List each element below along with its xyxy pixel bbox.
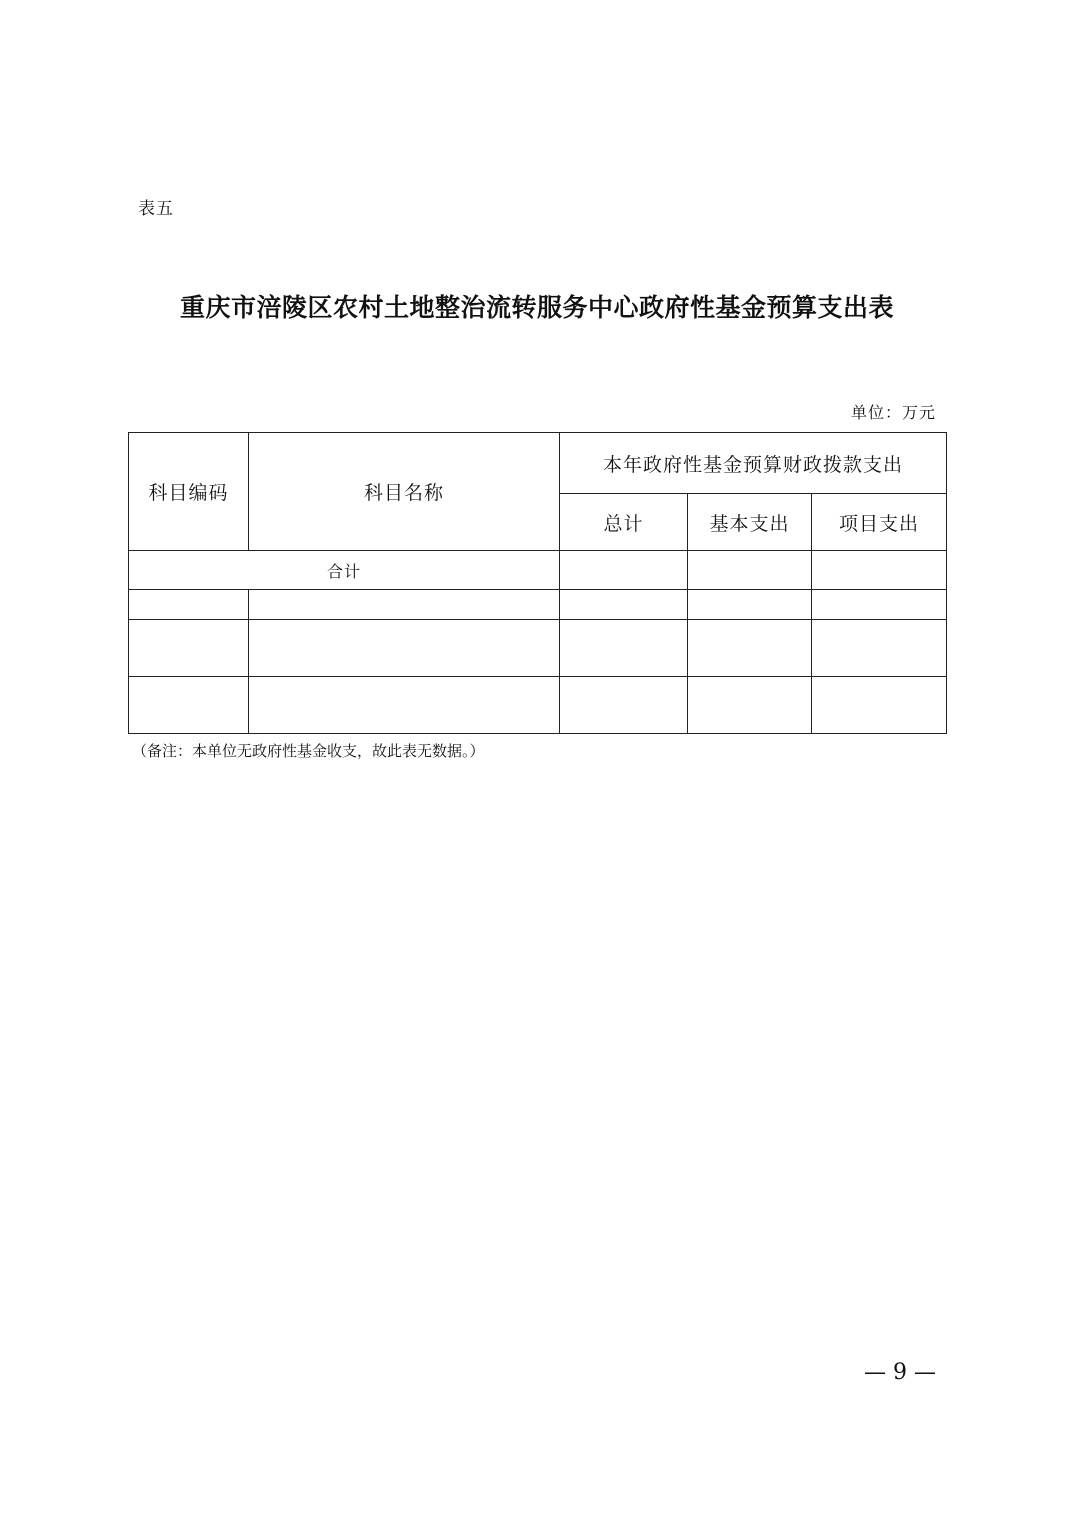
col-header-group: 本年政府性基金预算财政拨款支出 (560, 433, 947, 494)
total-basic-cell (688, 551, 812, 590)
table-row (129, 590, 947, 620)
unit-label: 单位：万元 (850, 403, 936, 422)
col-header-total: 总计 (560, 494, 688, 551)
col-header-basic: 基本支出 (688, 494, 812, 551)
table-cell (249, 620, 560, 677)
table-cell (812, 590, 947, 620)
total-label: 合计 (129, 551, 560, 590)
table-cell (688, 677, 812, 734)
table-cell (560, 677, 688, 734)
table-cell (688, 620, 812, 677)
document-title: 重庆市涪陵区农村土地整治流转服务中心政府性基金预算支出表 (179, 293, 894, 322)
table-cell (129, 620, 249, 677)
table-row (129, 677, 947, 734)
table-cell (812, 620, 947, 677)
table-cell (129, 677, 249, 734)
col-header-code: 科目编码 (129, 433, 249, 551)
table-cell (249, 677, 560, 734)
col-header-name: 科目名称 (249, 433, 560, 551)
table-cell (249, 590, 560, 620)
col-header-project: 项目支出 (812, 494, 947, 551)
budget-table (128, 432, 947, 734)
table-cell (688, 590, 812, 620)
table-note: （备注：本单位无政府性基金收支，故此表无数据。） (132, 742, 485, 760)
table-cell (812, 677, 947, 734)
table-label: 表五 (138, 199, 174, 219)
table-cell (560, 620, 688, 677)
table-cell (560, 590, 688, 620)
table-cell (129, 590, 249, 620)
total-row (129, 551, 947, 590)
page-number: — 9 — (864, 1360, 936, 1385)
table-row (129, 620, 947, 677)
header-row-1 (129, 433, 947, 494)
total-sum-cell (560, 551, 688, 590)
total-project-cell (812, 551, 947, 590)
